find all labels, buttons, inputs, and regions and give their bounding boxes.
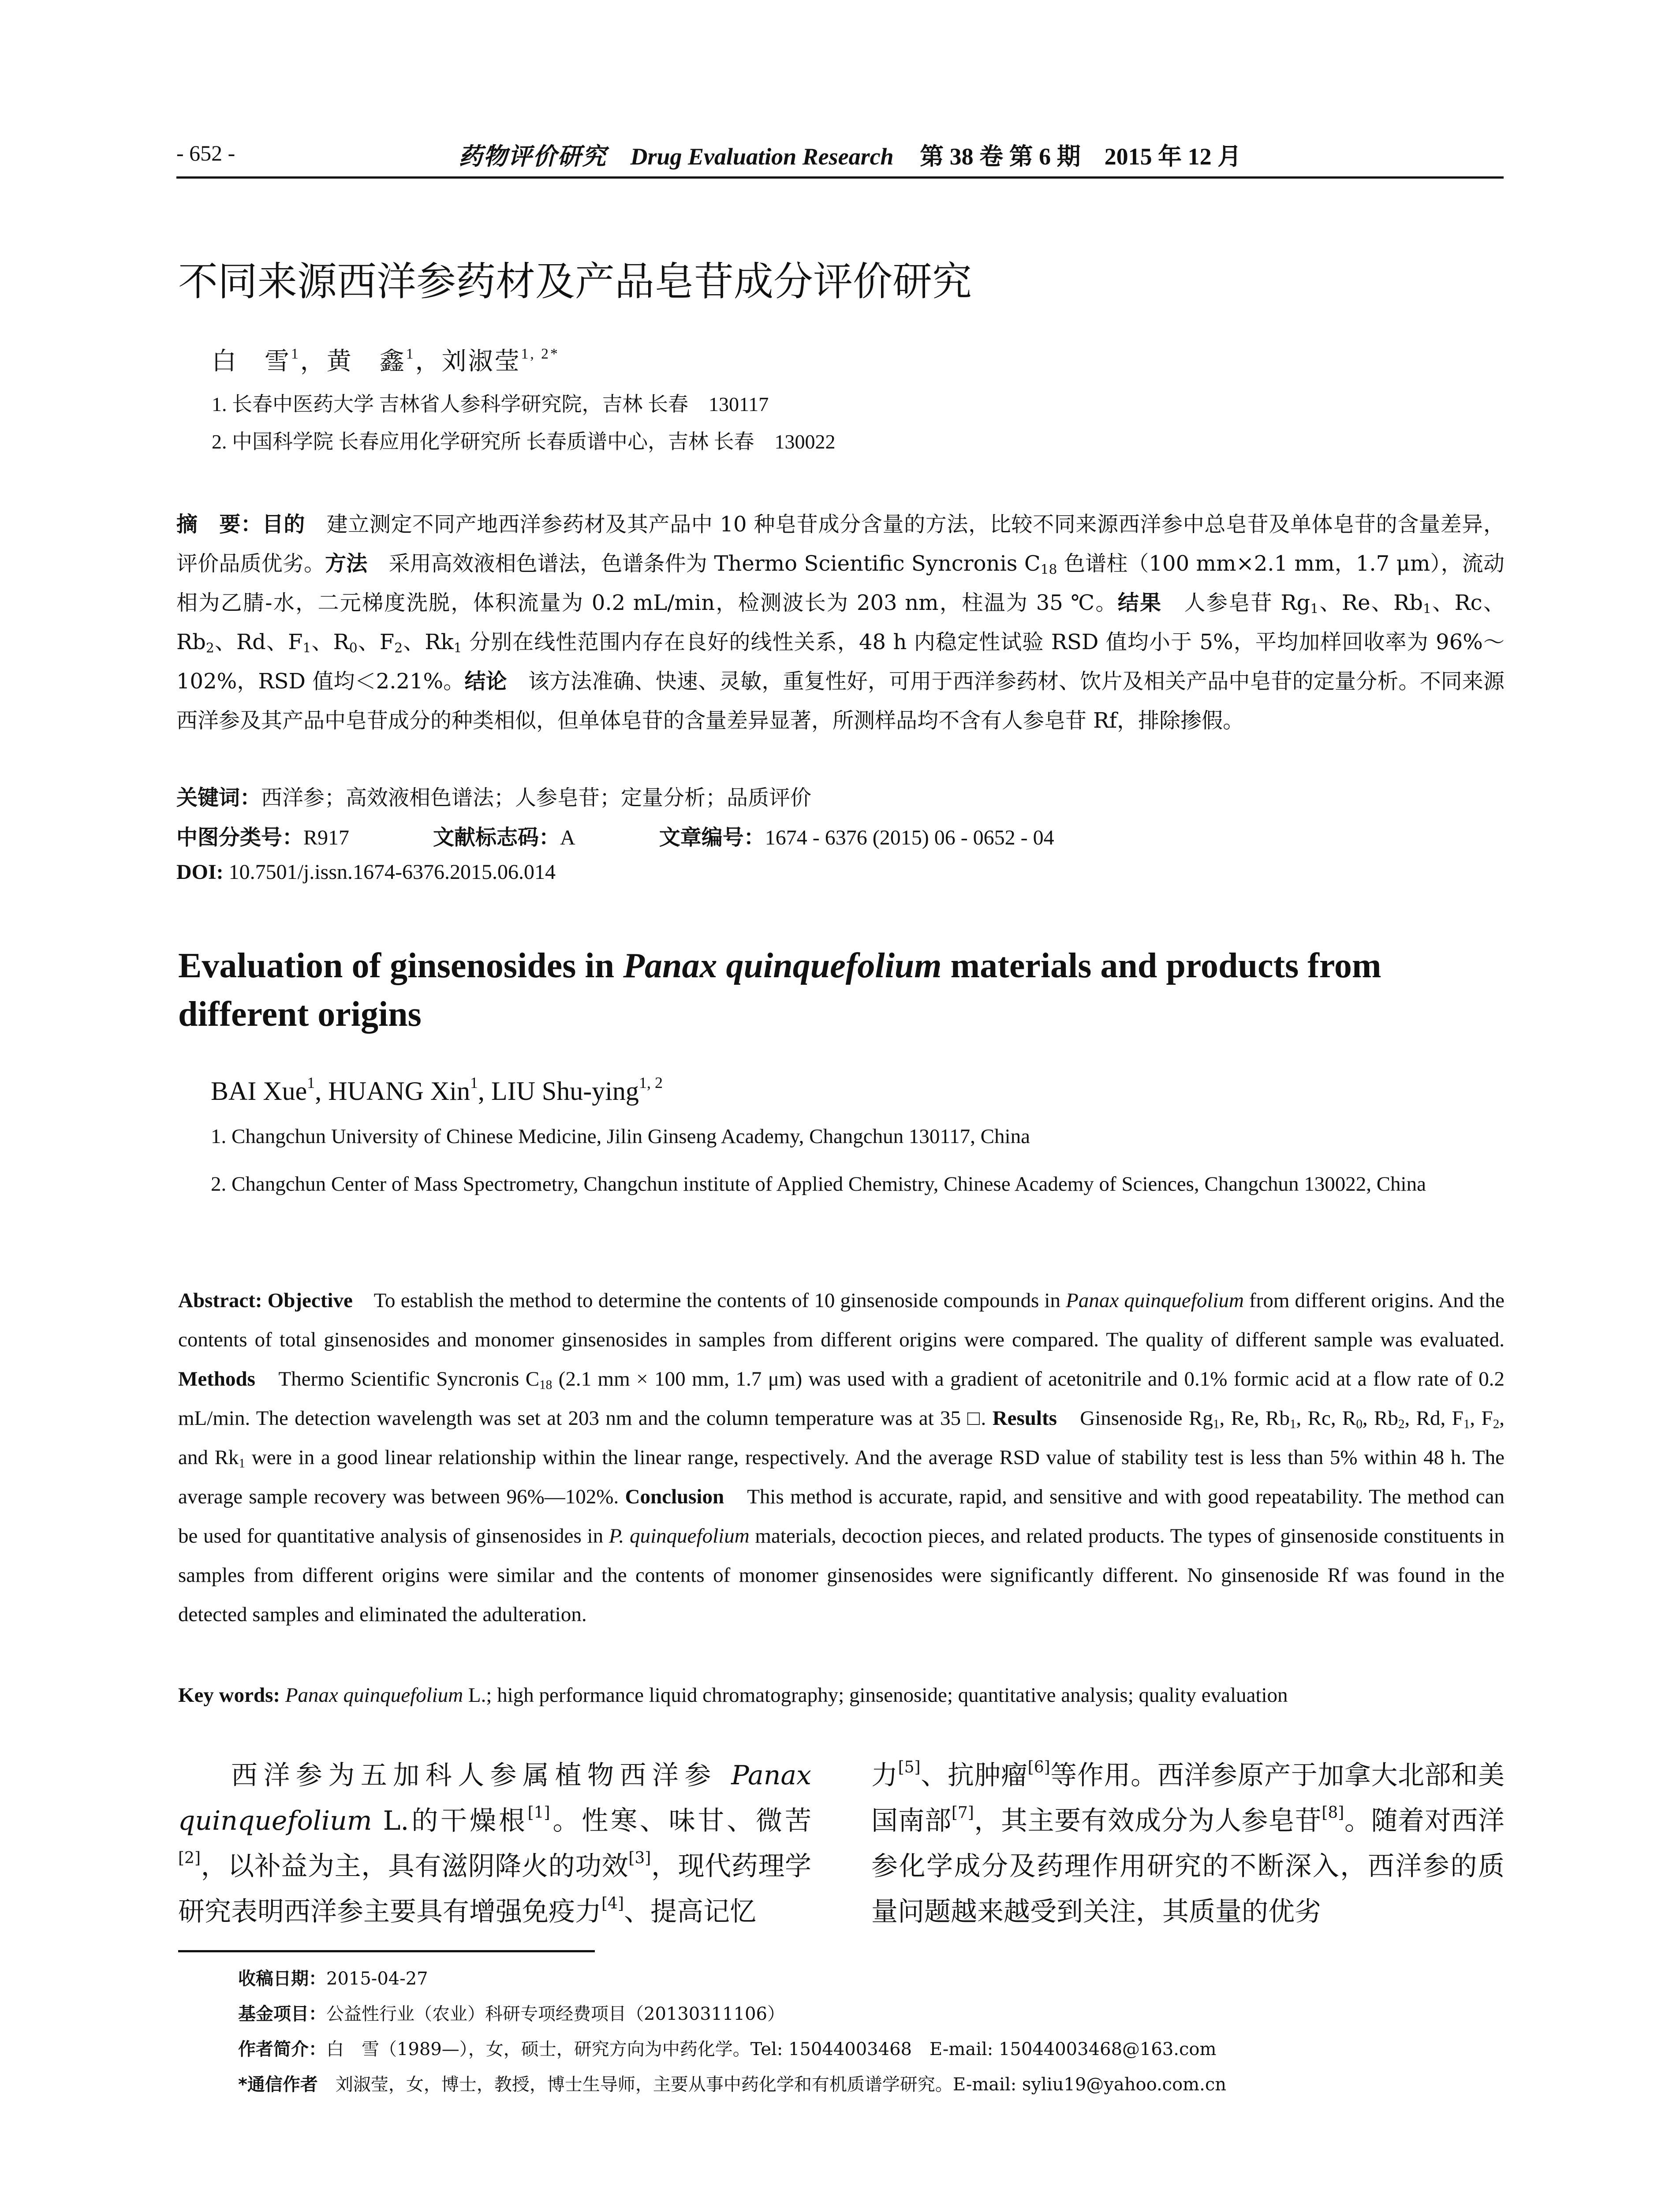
classification-row: [176, 820, 1054, 851]
results-label: 结果: [1117, 590, 1162, 615]
journal-issue: 第 38 卷 第 6 期 2015 年 12 月: [920, 143, 1242, 170]
objective-label: 目的: [262, 512, 305, 537]
subscript: 2: [1398, 1417, 1405, 1431]
results-text: Ginsenoside Rg: [1057, 1407, 1213, 1430]
methods-label: 方法: [325, 551, 368, 576]
journal-logo: 药物评价研究: [459, 142, 607, 170]
author-affiliation-mark: 1: [470, 1074, 478, 1091]
footnote-text: 白 雪（1989—），女，硕士，研究方向为中药化学。Tel: 15044003468 E-mail: 15044003468@163.com: [326, 2039, 1217, 2059]
page-title-cn: 不同来源西洋参药材及产品皂苷成分评价研究: [178, 258, 972, 305]
abstract-en: [178, 1281, 1505, 1634]
citation-link[interactable]: [2]: [178, 1849, 201, 1867]
keywords-label: 关键词：: [176, 785, 261, 810]
results-text: , Re, Rb: [1219, 1407, 1290, 1430]
article-number-label: 文章编号：: [659, 825, 765, 850]
article-number-value: 1674 - 6376 (2015) 06 - 0652 - 04: [765, 826, 1054, 849]
body-text: 力: [871, 1760, 898, 1791]
body-text: ，其主要有效成分为人参皂苷: [974, 1805, 1322, 1836]
conclusion-text: 该方法准确、快速、灵敏，重复性好，可用于西洋参药材、饮片及相关产品中皂苷的定量分析。不同来源西洋参及其产品中皂苷成分的种类相似，但单体皂苷的含量差异显著，所测样品均不含有人参皂苷 Rf，排除掺假。: [176, 669, 1505, 733]
subscript: 1: [1310, 601, 1319, 617]
body-text: 、抗肿瘤: [920, 1760, 1028, 1791]
abstract-label: Abstract: Objective: [178, 1289, 353, 1312]
citation-link[interactable]: [6]: [1027, 1758, 1050, 1776]
doi-label: DOI:: [176, 860, 224, 884]
subscript: 1: [1423, 601, 1431, 617]
footnote-label: *通信作者: [238, 2074, 318, 2095]
subscript: 18: [539, 1378, 553, 1392]
keywords-cn: [176, 781, 811, 811]
results-text: 、Rk: [403, 630, 454, 654]
conclusion-text: materials, decoction pieces, and related products. The types of ginsenoside constituents in samples from different origins were similar and the contents of monomer ginsenosides were significantly different. No ginsenoside Rf was found in the detected samples and eliminated the adulteration.: [178, 1525, 1505, 1626]
body-text: ，以补益为主，具有滋阴降火的功效: [201, 1851, 629, 1882]
methods-text: (2.1 mm × 100 mm, 1.7 μm) was used with a gradient of acetonitrile and 0.1% formic acid at a flow rate of 0.2 mL/min. The detection wavelength was set at 203 nm and the column temperature was at 35 □.: [178, 1368, 1505, 1430]
results-text: 、F: [357, 630, 395, 654]
citation-link[interactable]: [1]: [527, 1804, 550, 1822]
keywords-text: 西洋参；高效液相色谱法；人参皂苷；定量分析；品质评价: [261, 786, 812, 810]
journal-name-en: Drug Evaluation Research: [630, 143, 894, 170]
subscript: 18: [1040, 562, 1057, 578]
results-text: , Rd, F: [1404, 1407, 1463, 1430]
page-number: - 652 -: [176, 141, 235, 165]
abstract-cn: [176, 505, 1505, 740]
footnote-text: 2015-04-27: [326, 1969, 428, 1989]
footnote-text: 刘淑莹，女，博士，教授，博士生导师，主要从事中药化学和有机质谱学研究。E-mail: syliu19@yahoo.com.cn: [317, 2074, 1226, 2095]
subscript: 1: [1289, 1417, 1296, 1431]
footnote-funding: [238, 2000, 785, 2025]
author-affiliation-mark: 1: [406, 345, 415, 362]
footnote-received: [238, 1965, 428, 1990]
title-text: Evaluation of ginsenosides in: [178, 946, 623, 985]
footnote-label: 收稿日期：: [238, 1969, 326, 1989]
species-name: Panax quinquefolium: [280, 1684, 463, 1707]
author-affiliation-mark: 1, 2*: [521, 345, 560, 362]
conclusion-label: Conclusion: [625, 1485, 724, 1508]
results-text: 、R: [311, 630, 349, 654]
citation-link[interactable]: [7]: [951, 1804, 974, 1822]
affiliation-en-1: 1. Changchun University of Chinese Medicine, Jilin Ginseng Academy, Changchun 130117, China: [211, 1125, 1030, 1148]
results-text: 分别在线性范围内存在良好的线性关系，48 h 内稳定性试验 RSD 值均小于 5%，平均加样回收率为 96%～102%，RSD 值均＜2.21%。: [176, 630, 1505, 694]
author-affiliation-mark: 1, 2: [638, 1074, 663, 1091]
body-column-right: [871, 1753, 1505, 1935]
doi: [176, 860, 556, 884]
conclusion-text: This method is accurate, rapid, and sensitive and with good repeatability. The method can be used for quantitative analysis of ginsenosides in: [178, 1485, 1505, 1547]
page-title-en: [178, 942, 1501, 1039]
doccode-value: A: [560, 826, 575, 849]
body-text: 、提高记忆: [624, 1896, 756, 1927]
results-text: , Rb: [1362, 1407, 1398, 1430]
body-text: L.的干燥根: [372, 1805, 528, 1836]
keywords-en: [178, 1676, 1505, 1715]
species-name: Panax quinquefolium: [178, 1760, 811, 1836]
results-text: 人参皂苷 Rg: [1162, 590, 1310, 615]
citation-link[interactable]: [8]: [1322, 1804, 1344, 1822]
footnote-label: 作者简介：: [238, 2039, 326, 2059]
subscript: 1: [239, 1456, 245, 1471]
subscript: 2: [1493, 1417, 1500, 1431]
class-value: R917: [303, 826, 350, 849]
class-label: 中图分类号：: [176, 825, 304, 850]
title-species: Panax quinquefolium: [623, 946, 942, 985]
results-text: , Rc, R: [1296, 1407, 1356, 1430]
body-text: 西洋参为五加科人参属植物西洋参: [231, 1760, 732, 1791]
author-name: BAI Xue: [211, 1076, 307, 1106]
author-affiliation-mark: 1: [307, 1074, 315, 1091]
author-affiliation-mark: 1: [291, 345, 300, 362]
subscript: 1: [453, 640, 462, 656]
subscript: 2: [394, 640, 403, 656]
results-text: 、Rd、F: [214, 630, 303, 654]
methods-text: Thermo Scientific Syncronis C: [255, 1368, 540, 1390]
footnote-corresponding-author: [238, 2070, 1226, 2096]
results-text: were in a good linear relationship within the linear range, respectively. And the average RSD value of stability test is less than 5% within 48 h. The average sample recovery was between 96%—102%.: [178, 1446, 1505, 1508]
body-text: 等作用。西洋参原产于加拿大北部和美国南部: [871, 1760, 1505, 1836]
author-list-cn: 白 雪$^1$，黄 鑫$^1$，刘淑莹$^{1, 2*}$: [212, 345, 560, 375]
subscript: 1: [302, 640, 311, 656]
results-text: 、Re、Rb: [1318, 590, 1423, 615]
subscript: 0: [349, 640, 358, 656]
abstract-label: 摘 要：: [176, 512, 262, 537]
citation-link[interactable]: [4]: [601, 1895, 624, 1913]
methods-text: 采用高效液相色谱法，色谱条件为 Thermo Scientific Syncronis C: [367, 551, 1041, 576]
body-text: ，现代药理学研究表明西洋参主要具有增强免疫力: [178, 1851, 812, 1927]
keywords-text: L.; high performance liquid chromatography; ginsenoside; quantitative analysis; quality evaluation: [463, 1684, 1288, 1707]
subscript: 1: [1213, 1417, 1220, 1431]
results-label: Results: [992, 1407, 1057, 1430]
citation-link[interactable]: [5]: [898, 1758, 921, 1776]
footnote-rule: [178, 1950, 595, 1952]
citation-link[interactable]: [3]: [628, 1849, 651, 1867]
body-column-left: [178, 1753, 811, 1935]
header-rule: [176, 176, 1504, 179]
footnote-label: 基金项目：: [238, 2004, 326, 2024]
subscript: 2: [205, 640, 214, 656]
methods-text: 色谱柱（100 mm×2.1 mm，1.7 μm），流动相为乙腈-水，二元梯度洗脱，体积流量为 0.2 mL/min，检测波长为 203 nm，柱温为 35 ℃。: [176, 551, 1505, 615]
body-text: 。随着对西洋参化学成分及药理作用研究的不断深入，西洋参的质量问题越来越受到关注，其质量的优劣: [871, 1805, 1505, 1927]
results-text: , and Rk: [178, 1407, 1505, 1469]
footnote-author-bio: [238, 2035, 1216, 2060]
author-name: HUANG Xin: [328, 1076, 470, 1106]
author-name: 白 雪: [212, 348, 291, 375]
author-name: 黄 鑫: [326, 348, 406, 375]
species-name: P. quinquefolium: [609, 1525, 750, 1547]
title-text: materials and products from different origins: [178, 946, 1381, 1034]
author-name: 刘淑莹: [441, 348, 521, 375]
subscript: 0: [1356, 1417, 1363, 1431]
doccode-label: 文献标志码：: [433, 825, 560, 850]
results-text: , F: [1470, 1407, 1493, 1430]
journal-header: [459, 138, 1241, 172]
affiliation-en-2: 2. Changchun Center of Mass Spectrometry, Changchun institute of Applied Chemistry, Chinese Academy of Sciences, Changchun 130022, China: [211, 1173, 1426, 1196]
objective-text: from different origins. And the contents of total ginsenosides and monomer ginsenosides in samples from different origins were compared. The quality of different sample was evaluated.: [178, 1289, 1505, 1351]
affiliation-cn-2: 2. 中国科学院 长春应用化学研究所 长春质谱中心，吉林 长春 130022: [212, 430, 836, 453]
doi-link[interactable]: 10.7501/j.issn.1674-6376.2015.06.014: [223, 860, 556, 884]
objective-text: To establish the method to determine the contents of 10 ginsenoside compounds in: [352, 1289, 1066, 1312]
methods-label: Methods: [178, 1368, 255, 1390]
conclusion-label: 结论: [464, 669, 507, 694]
body-text: 。性寒、味甘、微苦: [550, 1805, 811, 1836]
affiliation-cn-1: 1. 长春中医药大学 吉林省人参科学研究院，吉林 长春 130117: [212, 393, 769, 415]
species-name: Panax quinquefolium: [1066, 1289, 1244, 1312]
footnote-text: 公益性行业（农业）科研专项经费项目（20130311106）: [326, 2004, 785, 2024]
subscript: 1: [1463, 1417, 1470, 1431]
objective-text: 建立测定不同产地西洋参药材及其产品中 10 种皂苷成分含量的方法，比较不同来源西洋参中总皂苷及单体皂苷的含量差异，评价品质优劣。: [176, 512, 1505, 576]
keywords-label: Key words:: [178, 1684, 280, 1707]
author-list-en: BAI Xue$^1$, HUANG Xin$^1$, LIU Shu-ying$^{1, 2}$: [211, 1074, 663, 1106]
author-name: LIU Shu-ying: [491, 1076, 639, 1106]
results-text: 、Rc、Rb: [176, 590, 1505, 654]
